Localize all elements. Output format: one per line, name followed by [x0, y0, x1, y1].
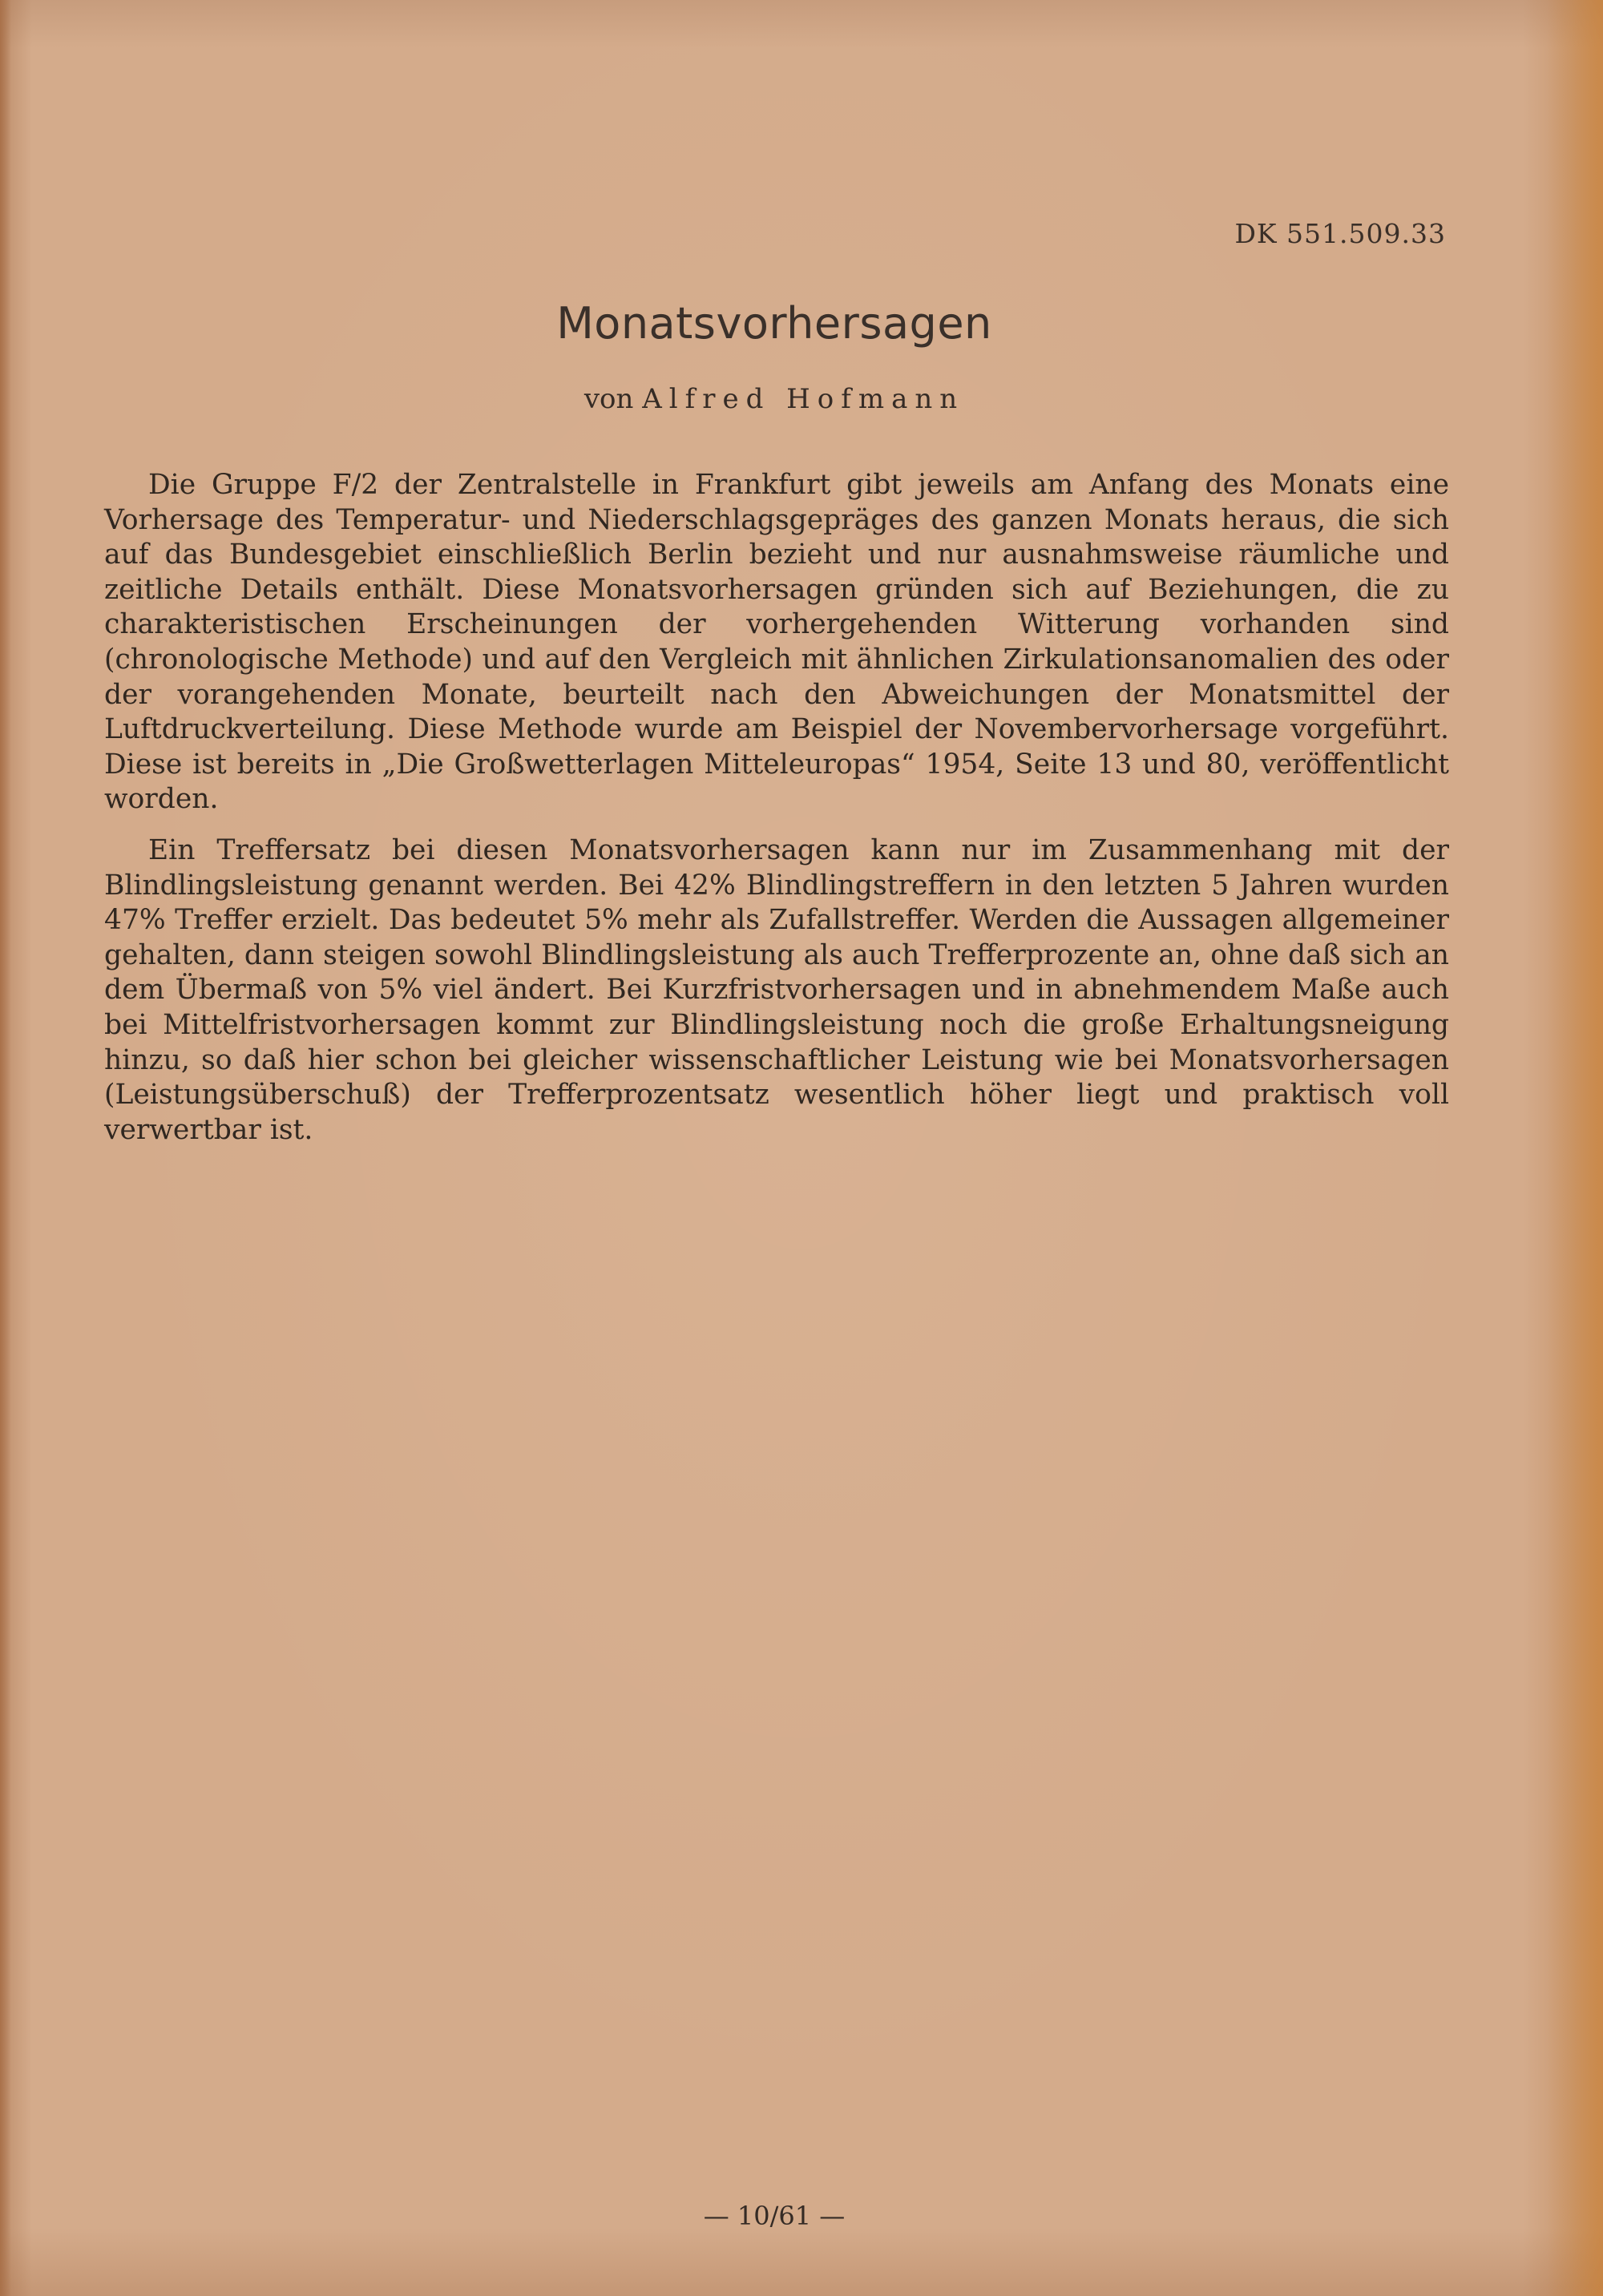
page-number: — 10/61 —: [703, 2201, 846, 2231]
body-text: [104, 468, 1449, 1164]
paragraph-2: Ein Treffersatz bei diesen Monatsvorhersagen kann nur im Zusammenhang mit der Blindlingsleistung genannt werden. Bei 42% Blindlingstreffern in den letzten 5 Jahren wurden 47% Treffer erzielt. Das bedeutet 5% mehr als Zufallstreffer. Werden die Aussagen allgemeiner gehalten, dann steigen sowohl Blindlingsleistung als auch Trefferprozente an, ohne daß sich an dem Übermaß von 5% viel ändert. Bei Kurzfristvorhersagen und in abnehmendem Maße auch bei Mittelfristvorhersagen kommt zur Blindlingsleistung noch die große Erhaltungsneigung hinzu, so daß hier schon bei gleicher wissenschaftlicher Leistung wie bei Monatsvorhersagen (Leistungsüberschuß) der Trefferprozentsatz wesentlich höher liegt und praktisch voll verwertbar ist.: [104, 833, 1449, 1146]
paragraph-1: Die Gruppe F/2 der Zentralstelle in Frankfurt gibt jeweils am Anfang des Monats eine Vorhersage des Temperatur- und Niederschlagsgepräges des ganzen Monats heraus, die sich auf das Bundesgebiet einschließlich Berlin bezieht und nur ausnahmsweise räumliche und zeitliche Details enthält. Diese Monatsvorhersagen gründen sich auf Beziehungen, die zu charakteristischen Erscheinungen der vorhergehenden Witterung vorhanden sind (chronologische Methode) und auf den Vergleich mit ähnlichen Zirkulationsanomalien des oder der vorangehenden Monate, beurteilt nach den Abweichungen der Monatsmittel der Luftdruckverteilung. Diese Methode wurde am Beispiel der Novembervorhersage vorgeführt. Diese ist bereits in „Die Großwetterlagen Mitteleuropas“ 1954, Seite 13 und 80, veröffentlicht worden.: [104, 469, 1449, 816]
author-line: [0, 383, 1548, 415]
page-title: Monatsvorhersagen: [556, 298, 992, 349]
author-name: Alfred Hofmann: [642, 383, 965, 415]
classification-code: DK 551.509.33: [1234, 218, 1446, 249]
page-edge-right: [1547, 0, 1603, 2296]
author-prefix: von: [583, 383, 634, 415]
